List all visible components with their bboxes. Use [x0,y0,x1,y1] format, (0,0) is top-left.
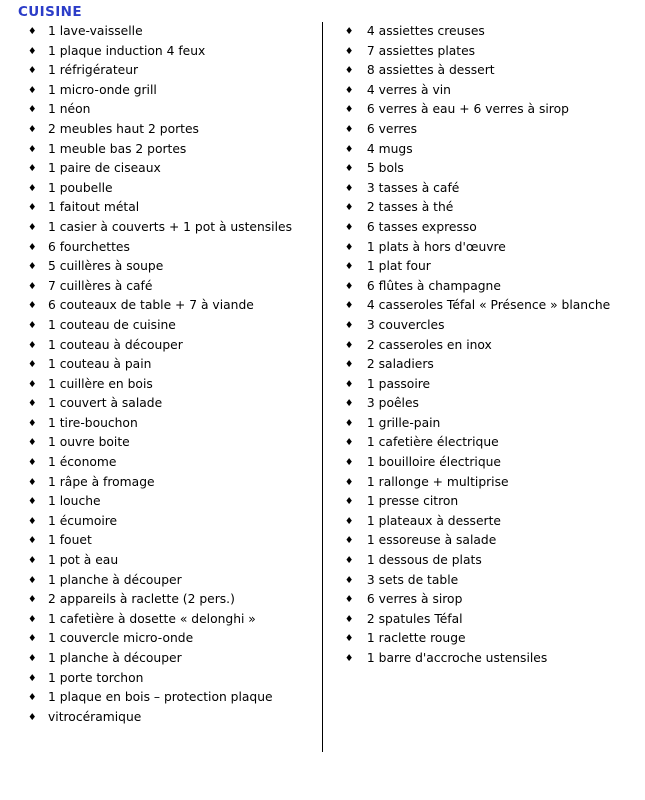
diamond-bullet-icon: ♦ [344,594,354,606]
list-item [22,669,322,689]
diamond-bullet-icon: ♦ [344,398,354,410]
list-item-label: 1 grille-pain [366,415,441,430]
diamond-bullet-icon: ♦ [344,84,354,96]
diamond-bullet-icon: ♦ [28,26,37,37]
list-item-label: 1 plateaux à desserte [366,513,501,528]
diamond-bullet-icon: ♦ [28,339,37,351]
list-item [22,551,322,571]
list-item [22,81,322,101]
list-item-label: 3 sets de table [366,572,459,587]
list-item [345,42,637,62]
diamond-bullet-icon: ♦ [28,574,37,586]
list-item [22,159,322,179]
list-item [22,375,322,395]
list-item [22,22,322,42]
list-item [345,159,637,179]
list-item-label: 6 couteaux de table + 7 à viande [48,298,254,313]
diamond-bullet-icon: ♦ [344,653,354,664]
list-item-label: 2 meubles haut 2 portes [48,121,199,136]
list-item [22,198,322,218]
list-item-label: 1 porte torchon [48,670,144,685]
list-item-label: 6 verres à eau + 6 verres à sirop [366,102,569,117]
list-item-label: 1 presse citron [366,494,459,509]
list-item [22,473,322,493]
list-item-label: 1 barre d'accroche ustensiles [366,651,548,665]
list-item-label: 1 casier à couverts + 1 pot à ustensiles [48,219,292,234]
list-item [345,277,637,297]
list-item-label: 1 bouilloire électrique [366,455,501,470]
list-item [345,375,637,395]
diamond-bullet-icon: ♦ [28,221,37,233]
list-item-label: 2 casseroles en inox [366,337,492,352]
list-item-label: 8 assiettes à dessert [366,63,495,78]
right-column [323,22,637,669]
list-item [345,492,637,512]
diamond-bullet-icon: ♦ [344,241,354,253]
list-item [22,120,322,140]
diamond-bullet-icon: ♦ [28,535,37,547]
list-item [22,629,322,649]
list-item-label: 1 fouet [48,533,92,548]
list-item-label: 3 poêles [366,396,419,411]
diamond-bullet-icon: ♦ [28,594,37,606]
list-item [345,610,637,630]
list-item-label: 6 flûtes à champagne [366,278,501,293]
diamond-bullet-icon: ♦ [344,417,354,429]
diamond-bullet-icon: ♦ [28,143,37,155]
list-item-label: 1 louche [48,494,101,509]
list-item [22,433,322,453]
diamond-bullet-icon: ♦ [28,672,37,684]
diamond-bullet-icon: ♦ [28,417,37,429]
list-item-label: 6 verres à sirop [366,592,463,607]
list-item-label: 7 assiettes plates [366,43,476,58]
list-item-label: 1 cafetière électrique [366,435,499,450]
list-item [22,355,322,375]
list-item [345,394,637,414]
list-item [22,218,322,238]
list-item-label: 1 ouvre boite [48,435,130,450]
diamond-bullet-icon: ♦ [344,26,354,37]
list-item [345,296,637,316]
diamond-bullet-icon: ♦ [344,613,354,625]
list-item [22,512,322,532]
diamond-bullet-icon: ♦ [28,45,37,57]
diamond-bullet-icon: ♦ [28,692,37,704]
diamond-bullet-icon: ♦ [28,476,37,488]
list-item [345,433,637,453]
list-item-label: 5 bols [366,161,404,176]
list-item-label: 1 rallonge + multiprise [366,474,509,489]
diamond-bullet-icon: ♦ [28,300,37,312]
diamond-bullet-icon: ♦ [28,457,37,469]
list-item [22,453,322,473]
diamond-bullet-icon: ♦ [344,476,354,488]
list-item [345,238,637,258]
diamond-bullet-icon: ♦ [344,123,354,135]
diamond-bullet-icon: ♦ [344,319,354,331]
left-column [8,22,322,727]
list-item-label: 1 essoreuse à salade [366,533,497,548]
diamond-bullet-icon: ♦ [344,378,354,390]
list-item [22,610,322,630]
diamond-bullet-icon: ♦ [344,280,354,292]
diamond-bullet-icon: ♦ [28,437,37,449]
diamond-bullet-icon: ♦ [344,65,354,77]
list-item-label: 1 meuble bas 2 portes [48,141,187,156]
diamond-bullet-icon: ♦ [28,378,37,390]
diamond-bullet-icon: ♦ [28,104,37,116]
diamond-bullet-icon: ♦ [344,496,354,508]
diamond-bullet-icon: ♦ [344,535,354,547]
diamond-bullet-icon: ♦ [344,182,354,194]
diamond-bullet-icon: ♦ [344,202,354,214]
diamond-bullet-icon: ♦ [344,339,354,351]
diamond-bullet-icon: ♦ [344,574,354,586]
list-item-label: 4 mugs [366,141,413,156]
list-item-label: 1 pot à eau [48,553,119,568]
diamond-bullet-icon: ♦ [28,711,37,723]
diamond-bullet-icon: ♦ [28,163,37,175]
list-item [22,61,322,81]
list-item [22,296,322,316]
diamond-bullet-icon: ♦ [344,163,354,175]
diamond-bullet-icon: ♦ [344,437,354,449]
list-item-label: 1 plats à hors d'œuvre [366,239,506,254]
list-item-label: 6 fourchettes [48,239,130,254]
list-item [22,336,322,356]
diamond-bullet-icon: ♦ [28,84,37,96]
list-item-label: 1 plaque en bois – protection plaque [48,690,273,705]
list-item-label: 4 verres à vin [366,82,451,97]
list-item-label: 3 tasses à café [366,180,460,195]
list-item [345,316,637,336]
diamond-bullet-icon: ♦ [344,104,354,116]
list-item-label: 1 lave-vaisselle [48,24,143,38]
list-item-label: 1 micro-onde grill [48,82,157,97]
diamond-bullet-icon: ♦ [28,359,37,371]
list-item-label: 1 raclette rouge [366,631,466,646]
list-item-label: 1 poubelle [48,180,113,195]
diamond-bullet-icon: ♦ [28,613,37,625]
diamond-bullet-icon: ♦ [28,123,37,135]
list-item-label: 1 néon [48,102,91,117]
list-item-label: 2 tasses à thé [366,200,454,215]
list-item [345,218,637,238]
list-item [345,179,637,199]
kitchen-inventory-list-left [22,22,322,727]
list-item-label: 1 économe [48,455,117,470]
list-item-label: 2 saladiers [366,357,434,372]
list-item-label: vitrocéramique [48,709,142,724]
list-item [345,629,637,649]
diamond-bullet-icon: ♦ [344,143,354,155]
list-item [22,394,322,414]
list-item-label: 1 planche à découper [48,572,182,587]
diamond-bullet-icon: ♦ [344,515,354,527]
list-item [345,414,637,434]
page-title: CUISINE [18,4,82,20]
list-item-label: 1 écumoire [48,513,118,528]
list-item [22,414,322,434]
list-item-label: 4 casseroles Téfal « Présence » blanche [366,298,611,313]
list-item-label: 1 tire-bouchon [48,415,138,430]
list-item [345,355,637,375]
list-item-label: 5 cuillères à soupe [48,259,164,274]
list-item [345,473,637,493]
diamond-bullet-icon: ♦ [28,398,37,410]
list-item-label: 1 couvert à salade [48,396,163,411]
list-item-label: 7 cuillères à café [48,278,153,293]
diamond-bullet-icon: ♦ [344,633,354,645]
diamond-bullet-icon: ♦ [344,300,354,312]
list-item [345,336,637,356]
list-item-label: 6 tasses expresso [366,219,477,234]
list-item [22,708,322,728]
list-item [345,120,637,140]
list-item [345,512,637,532]
diamond-bullet-icon: ♦ [28,241,37,253]
list-item-label: 2 appareils à raclette (2 pers.) [48,592,235,607]
list-item-label: 1 cuillère en bois [48,376,153,391]
diamond-bullet-icon: ♦ [344,555,354,567]
list-item-label: 1 râpe à fromage [48,474,155,489]
list-item [22,688,322,708]
list-item-label: 1 faitout métal [48,200,140,215]
list-item-label: 1 couvercle micro-onde [48,631,194,646]
list-item-label: 4 assiettes creuses [366,24,485,38]
list-item [345,198,637,218]
list-item [22,140,322,160]
list-item [22,590,322,610]
list-item [345,551,637,571]
list-item [345,257,637,277]
list-item [22,100,322,120]
list-item-label: 1 réfrigérateur [48,63,139,78]
list-item [345,100,637,120]
list-item [22,42,322,62]
diamond-bullet-icon: ♦ [344,221,354,233]
diamond-bullet-icon: ♦ [28,319,37,331]
list-item [345,531,637,551]
diamond-bullet-icon: ♦ [28,261,37,273]
diamond-bullet-icon: ♦ [28,65,37,77]
list-item-label: 1 couteau à pain [48,357,152,372]
list-item [22,649,322,669]
list-item [22,238,322,258]
list-item [22,531,322,551]
diamond-bullet-icon: ♦ [344,45,354,57]
diamond-bullet-icon: ♦ [28,280,37,292]
diamond-bullet-icon: ♦ [28,202,37,214]
list-item-label: 1 plaque induction 4 feux [48,43,206,58]
list-item-label: 1 cafetière à dosette « delonghi » [48,611,256,626]
kitchen-inventory-list-right [345,22,637,669]
diamond-bullet-icon: ♦ [28,555,37,567]
list-item [22,316,322,336]
list-item [345,61,637,81]
diamond-bullet-icon: ♦ [28,496,37,508]
list-item-label: 2 spatules Téfal [366,611,463,626]
list-item-label: 1 dessous de plats [366,553,482,568]
diamond-bullet-icon: ♦ [344,359,354,371]
diamond-bullet-icon: ♦ [28,515,37,527]
diamond-bullet-icon: ♦ [28,653,37,664]
list-item [345,590,637,610]
list-item [22,571,322,591]
list-item [22,277,322,297]
list-item-label: 1 passoire [366,376,431,391]
list-item-label: 6 verres [366,121,418,136]
list-item [345,571,637,591]
list-item-label: 1 paire de ciseaux [48,161,161,176]
list-item-label: 1 couteau à découper [48,337,183,352]
diamond-bullet-icon: ♦ [344,261,354,273]
list-item [345,22,637,42]
two-column-layout [8,22,637,752]
list-item [22,257,322,277]
list-item-label: 1 planche à découper [48,651,182,665]
list-item-label: 3 couvercles [366,317,445,332]
list-item [345,81,637,101]
list-item-label: 1 plat four [366,259,431,274]
diamond-bullet-icon: ♦ [28,182,37,194]
list-item [345,140,637,160]
list-item [22,492,322,512]
list-item [345,649,637,669]
diamond-bullet-icon: ♦ [344,457,354,469]
diamond-bullet-icon: ♦ [28,633,37,645]
list-item [345,453,637,473]
list-item [22,179,322,199]
list-item-label: 1 couteau de cuisine [48,317,176,332]
